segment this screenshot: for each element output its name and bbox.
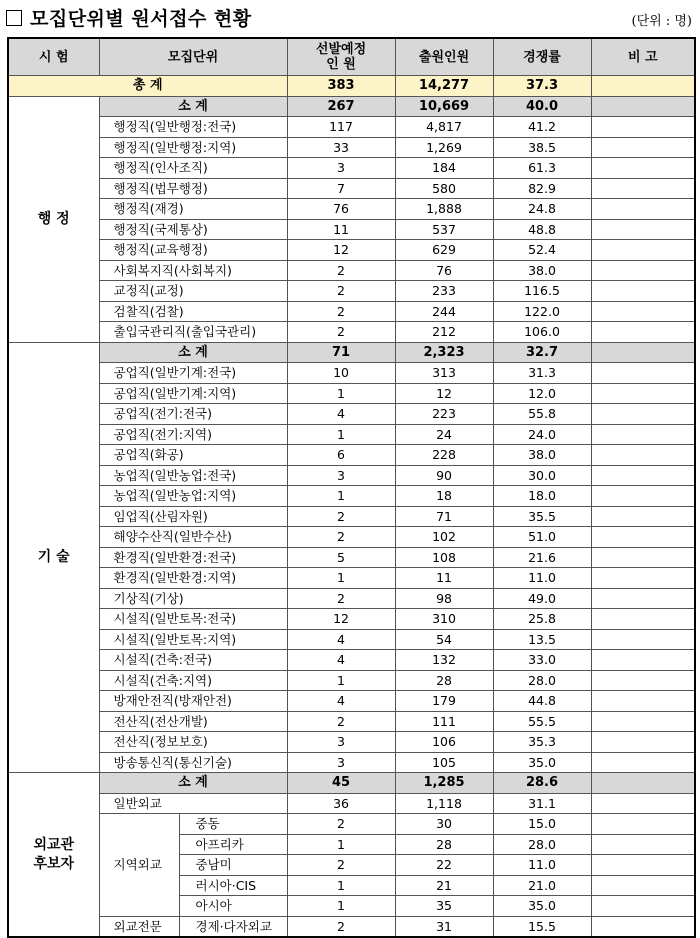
total-row bbox=[8, 76, 695, 97]
ratio-cell: 40.0 bbox=[493, 96, 591, 117]
applicants-cell: 10,669 bbox=[395, 96, 493, 117]
unit-name-cell: 농업직(일반농업:지역) bbox=[99, 486, 287, 507]
ratio-cell: 41.2 bbox=[493, 117, 591, 138]
unit-label: (단위 : 명) bbox=[631, 14, 692, 29]
planned-cell: 45 bbox=[287, 773, 395, 794]
applicants-cell: 105 bbox=[395, 752, 493, 773]
ratio-cell: 35.5 bbox=[493, 506, 591, 527]
unit-name-cell: 해양수산직(일반수산) bbox=[99, 527, 287, 548]
applicants-cell: 4,817 bbox=[395, 117, 493, 138]
applicants-cell: 12 bbox=[395, 383, 493, 404]
applicants-cell: 35 bbox=[395, 896, 493, 917]
unit-name-cell: 일반외교 bbox=[99, 793, 287, 814]
applicants-cell: 310 bbox=[395, 609, 493, 630]
total-applicants: 14,277 bbox=[395, 76, 493, 97]
applicants-cell: 28 bbox=[395, 834, 493, 855]
planned-cell: 12 bbox=[287, 240, 395, 261]
table-row bbox=[8, 793, 695, 814]
subtotal-row bbox=[8, 96, 695, 117]
ratio-cell: 122.0 bbox=[493, 301, 591, 322]
regional-label: 지역외교 bbox=[99, 814, 179, 917]
subtotal-label: 소 계 bbox=[99, 342, 287, 363]
applicants-cell: 90 bbox=[395, 465, 493, 486]
ratio-cell: 12.0 bbox=[493, 383, 591, 404]
ratio-cell: 48.8 bbox=[493, 219, 591, 240]
ratio-cell: 55.8 bbox=[493, 404, 591, 425]
unit-name-cell: 전산직(전산개발) bbox=[99, 711, 287, 732]
applicants-cell: 244 bbox=[395, 301, 493, 322]
planned-cell: 2 bbox=[287, 527, 395, 548]
header-planned bbox=[287, 38, 395, 76]
unit-name-cell: 기상직(기상) bbox=[99, 588, 287, 609]
ratio-cell: 51.0 bbox=[493, 527, 591, 548]
table-row bbox=[8, 117, 695, 138]
table-row bbox=[8, 424, 695, 445]
planned-cell: 2 bbox=[287, 855, 395, 876]
unit-name-cell: 공업직(일반기계:지역) bbox=[99, 383, 287, 404]
table-row bbox=[8, 281, 695, 302]
planned-cell: 4 bbox=[287, 650, 395, 671]
unit-name-cell: 환경직(일반환경:지역) bbox=[99, 568, 287, 589]
planned-cell: 2 bbox=[287, 588, 395, 609]
applicants-cell: 24 bbox=[395, 424, 493, 445]
planned-cell: 2 bbox=[287, 301, 395, 322]
planned-cell: 5 bbox=[287, 547, 395, 568]
note-cell bbox=[591, 629, 695, 650]
ratio-cell: 61.3 bbox=[493, 158, 591, 179]
unit-name-cell: 농업직(일반농업:전국) bbox=[99, 465, 287, 486]
planned-cell: 11 bbox=[287, 219, 395, 240]
region-name-cell: 러시아·CIS bbox=[179, 875, 287, 896]
group-label-text: 외교관 bbox=[33, 836, 75, 853]
page-title bbox=[6, 4, 252, 31]
ratio-cell: 11.0 bbox=[493, 568, 591, 589]
planned-cell: 4 bbox=[287, 629, 395, 650]
total-ratio: 37.3 bbox=[493, 76, 591, 97]
region-name-cell: 경제·다자외교 bbox=[179, 916, 287, 937]
applicants-cell: 102 bbox=[395, 527, 493, 548]
note-cell bbox=[591, 465, 695, 486]
table-row bbox=[8, 260, 695, 281]
unit-name-cell: 방송통신직(통신기술) bbox=[99, 752, 287, 773]
note-cell bbox=[591, 875, 695, 896]
table-row bbox=[8, 629, 695, 650]
note-cell bbox=[591, 96, 695, 117]
group-label-diplomat bbox=[8, 773, 99, 938]
applicants-cell: 111 bbox=[395, 711, 493, 732]
note-cell bbox=[591, 281, 695, 302]
table-row bbox=[8, 465, 695, 486]
note-cell bbox=[591, 855, 695, 876]
applicants-cell: 98 bbox=[395, 588, 493, 609]
ratio-cell: 21.0 bbox=[493, 875, 591, 896]
header-exam: 시 험 bbox=[8, 38, 99, 76]
applicants-cell: 233 bbox=[395, 281, 493, 302]
planned-cell: 1 bbox=[287, 568, 395, 589]
unit-name-cell: 행정직(국제통상) bbox=[99, 219, 287, 240]
table-row bbox=[8, 506, 695, 527]
table-row bbox=[8, 916, 695, 937]
ratio-cell: 15.0 bbox=[493, 814, 591, 835]
header-row bbox=[8, 38, 695, 76]
note-cell bbox=[591, 424, 695, 445]
group-label-tech bbox=[8, 342, 99, 773]
group-label-text: 행 정 bbox=[37, 210, 70, 227]
table-row bbox=[8, 711, 695, 732]
ratio-cell: 49.0 bbox=[493, 588, 591, 609]
unit-name-cell: 공업직(화공) bbox=[99, 445, 287, 466]
table-row bbox=[8, 158, 695, 179]
subtotal-row bbox=[8, 342, 695, 363]
region-name-cell: 아프리카 bbox=[179, 834, 287, 855]
table-row bbox=[8, 363, 695, 384]
unit-name-cell: 공업직(전기:전국) bbox=[99, 404, 287, 425]
applicants-cell: 28 bbox=[395, 670, 493, 691]
unit-name-cell: 시설직(일반토목:지역) bbox=[99, 629, 287, 650]
note-cell bbox=[591, 588, 695, 609]
planned-cell: 1 bbox=[287, 424, 395, 445]
unit-name-cell: 방재안전직(방재안전) bbox=[99, 691, 287, 712]
note-cell bbox=[591, 486, 695, 507]
subtotal-label: 소 계 bbox=[99, 96, 287, 117]
applicants-cell: 184 bbox=[395, 158, 493, 179]
unit-name-cell: 행정직(법무행정) bbox=[99, 178, 287, 199]
subtotal-label: 소 계 bbox=[99, 773, 287, 794]
planned-cell: 36 bbox=[287, 793, 395, 814]
note-cell bbox=[591, 752, 695, 773]
note-cell bbox=[591, 199, 695, 220]
total-label: 총 계 bbox=[8, 76, 287, 97]
table-row bbox=[8, 670, 695, 691]
checkbox-square-icon bbox=[6, 10, 22, 26]
applicants-cell: 537 bbox=[395, 219, 493, 240]
table-row bbox=[8, 383, 695, 404]
note-cell bbox=[591, 506, 695, 527]
note-cell bbox=[591, 342, 695, 363]
unit-name-cell: 행정직(일반행정:지역) bbox=[99, 137, 287, 158]
ratio-cell: 35.0 bbox=[493, 896, 591, 917]
applicants-cell: 313 bbox=[395, 363, 493, 384]
table-row bbox=[8, 445, 695, 466]
applicants-cell: 1,118 bbox=[395, 793, 493, 814]
note-cell bbox=[591, 240, 695, 261]
note-cell bbox=[591, 547, 695, 568]
note-cell bbox=[591, 793, 695, 814]
ratio-cell: 116.5 bbox=[493, 281, 591, 302]
planned-cell: 2 bbox=[287, 506, 395, 527]
table-row bbox=[8, 178, 695, 199]
table-row bbox=[8, 732, 695, 753]
ratio-cell: 28.0 bbox=[493, 834, 591, 855]
applicants-cell: 21 bbox=[395, 875, 493, 896]
unit-name-cell: 사회복지직(사회복지) bbox=[99, 260, 287, 281]
unit-name-cell: 교정직(교정) bbox=[99, 281, 287, 302]
note-cell bbox=[591, 691, 695, 712]
note-cell bbox=[591, 670, 695, 691]
note-cell bbox=[591, 527, 695, 548]
note-cell bbox=[591, 158, 695, 179]
header-applicants: 출원인원 bbox=[395, 38, 493, 76]
table-row bbox=[8, 814, 695, 835]
note-cell bbox=[591, 178, 695, 199]
planned-cell: 3 bbox=[287, 158, 395, 179]
ratio-cell: 38.0 bbox=[493, 260, 591, 281]
table-row bbox=[8, 568, 695, 589]
unit-name-cell: 시설직(일반토목:전국) bbox=[99, 609, 287, 630]
unit-name-cell: 행정직(일반행정:전국) bbox=[99, 117, 287, 138]
planned-cell: 267 bbox=[287, 96, 395, 117]
applicants-cell: 71 bbox=[395, 506, 493, 527]
planned-cell: 2 bbox=[287, 711, 395, 732]
applicants-cell: 108 bbox=[395, 547, 493, 568]
ratio-cell: 31.1 bbox=[493, 793, 591, 814]
ratio-cell: 21.6 bbox=[493, 547, 591, 568]
planned-cell: 1 bbox=[287, 875, 395, 896]
applicants-cell: 228 bbox=[395, 445, 493, 466]
table-row bbox=[8, 219, 695, 240]
applicants-cell: 106 bbox=[395, 732, 493, 753]
planned-cell: 4 bbox=[287, 691, 395, 712]
header-planned-line1: 선발예정 bbox=[315, 42, 367, 57]
applicants-cell: 22 bbox=[395, 855, 493, 876]
applicants-cell: 1,269 bbox=[395, 137, 493, 158]
note-cell bbox=[591, 916, 695, 937]
note-cell bbox=[591, 814, 695, 835]
applicants-cell: 54 bbox=[395, 629, 493, 650]
ratio-cell: 31.3 bbox=[493, 363, 591, 384]
specialist-label: 외교전문 bbox=[99, 916, 179, 937]
planned-cell: 12 bbox=[287, 609, 395, 630]
ratio-cell: 32.7 bbox=[493, 342, 591, 363]
planned-cell: 1 bbox=[287, 834, 395, 855]
applicants-cell: 11 bbox=[395, 568, 493, 589]
note-cell bbox=[591, 322, 695, 343]
note-cell bbox=[591, 117, 695, 138]
unit-name-cell: 행정직(재경) bbox=[99, 199, 287, 220]
ratio-cell: 35.3 bbox=[493, 732, 591, 753]
ratio-cell: 25.8 bbox=[493, 609, 591, 630]
note-cell bbox=[591, 404, 695, 425]
table-row bbox=[8, 527, 695, 548]
ratio-cell: 35.0 bbox=[493, 752, 591, 773]
planned-cell: 76 bbox=[287, 199, 395, 220]
planned-cell: 1 bbox=[287, 486, 395, 507]
note-cell bbox=[591, 137, 695, 158]
planned-cell: 3 bbox=[287, 732, 395, 753]
planned-cell: 2 bbox=[287, 814, 395, 835]
note-cell bbox=[591, 896, 695, 917]
unit-name-cell: 환경직(일반환경:전국) bbox=[99, 547, 287, 568]
unit-name-cell: 공업직(전기:지역) bbox=[99, 424, 287, 445]
applications-table bbox=[7, 37, 696, 938]
planned-cell: 117 bbox=[287, 117, 395, 138]
group-label-text: 후보자 bbox=[33, 855, 75, 872]
ratio-cell: 24.0 bbox=[493, 424, 591, 445]
applicants-cell: 1,285 bbox=[395, 773, 493, 794]
unit-name-cell: 임업직(산림자원) bbox=[99, 506, 287, 527]
ratio-cell: 38.0 bbox=[493, 445, 591, 466]
ratio-cell: 24.8 bbox=[493, 199, 591, 220]
ratio-cell: 28.6 bbox=[493, 773, 591, 794]
table-row bbox=[8, 404, 695, 425]
group-label-text: 기 술 bbox=[37, 548, 70, 565]
total-planned: 383 bbox=[287, 76, 395, 97]
planned-cell: 2 bbox=[287, 322, 395, 343]
table-row bbox=[8, 322, 695, 343]
applicants-cell: 76 bbox=[395, 260, 493, 281]
header-planned-line2: 인 원 bbox=[326, 57, 356, 72]
table-row bbox=[8, 547, 695, 568]
applicants-cell: 629 bbox=[395, 240, 493, 261]
group-label-admin bbox=[8, 96, 99, 342]
region-name-cell: 중동 bbox=[179, 814, 287, 835]
note-cell bbox=[591, 650, 695, 671]
applicants-cell: 1,888 bbox=[395, 199, 493, 220]
unit-name-cell: 검찰직(검찰) bbox=[99, 301, 287, 322]
ratio-cell: 82.9 bbox=[493, 178, 591, 199]
ratio-cell: 33.0 bbox=[493, 650, 591, 671]
applicants-cell: 18 bbox=[395, 486, 493, 507]
subtotal-row bbox=[8, 773, 695, 794]
planned-cell: 10 bbox=[287, 363, 395, 384]
note-cell bbox=[591, 834, 695, 855]
note-cell bbox=[591, 445, 695, 466]
note-cell bbox=[591, 568, 695, 589]
planned-cell: 7 bbox=[287, 178, 395, 199]
header-unit: 모집단위 bbox=[99, 38, 287, 76]
total-note bbox=[591, 76, 695, 97]
planned-cell: 2 bbox=[287, 916, 395, 937]
table-row bbox=[8, 301, 695, 322]
applicants-cell: 212 bbox=[395, 322, 493, 343]
applicants-cell: 30 bbox=[395, 814, 493, 835]
ratio-cell: 30.0 bbox=[493, 465, 591, 486]
region-name-cell: 아시아 bbox=[179, 896, 287, 917]
table-row bbox=[8, 650, 695, 671]
ratio-cell: 106.0 bbox=[493, 322, 591, 343]
planned-cell: 3 bbox=[287, 465, 395, 486]
applicants-cell: 223 bbox=[395, 404, 493, 425]
ratio-cell: 11.0 bbox=[493, 855, 591, 876]
note-cell bbox=[591, 301, 695, 322]
planned-cell: 1 bbox=[287, 670, 395, 691]
unit-name-cell: 출입국관리직(출입국관리) bbox=[99, 322, 287, 343]
planned-cell: 6 bbox=[287, 445, 395, 466]
note-cell bbox=[591, 711, 695, 732]
ratio-cell: 28.0 bbox=[493, 670, 591, 691]
header-ratio: 경쟁률 bbox=[493, 38, 591, 76]
planned-cell: 71 bbox=[287, 342, 395, 363]
note-cell bbox=[591, 609, 695, 630]
table-row bbox=[8, 486, 695, 507]
planned-cell: 1 bbox=[287, 896, 395, 917]
planned-cell: 4 bbox=[287, 404, 395, 425]
table-row bbox=[8, 240, 695, 261]
ratio-cell: 38.5 bbox=[493, 137, 591, 158]
table-row bbox=[8, 588, 695, 609]
note-cell bbox=[591, 773, 695, 794]
applicants-cell: 2,323 bbox=[395, 342, 493, 363]
unit-name-cell: 시설직(건축:전국) bbox=[99, 650, 287, 671]
table-row bbox=[8, 609, 695, 630]
table-row bbox=[8, 199, 695, 220]
ratio-cell: 18.0 bbox=[493, 486, 591, 507]
region-name-cell: 중남미 bbox=[179, 855, 287, 876]
unit-name-cell: 행정직(인사조직) bbox=[99, 158, 287, 179]
unit-name-cell: 전산직(정보보호) bbox=[99, 732, 287, 753]
ratio-cell: 15.5 bbox=[493, 916, 591, 937]
ratio-cell: 13.5 bbox=[493, 629, 591, 650]
note-cell bbox=[591, 219, 695, 240]
applicants-cell: 132 bbox=[395, 650, 493, 671]
note-cell bbox=[591, 732, 695, 753]
table-row bbox=[8, 691, 695, 712]
planned-cell: 33 bbox=[287, 137, 395, 158]
unit-name-cell: 시설직(건축:지역) bbox=[99, 670, 287, 691]
planned-cell: 2 bbox=[287, 260, 395, 281]
note-cell bbox=[591, 363, 695, 384]
ratio-cell: 52.4 bbox=[493, 240, 591, 261]
applicants-cell: 31 bbox=[395, 916, 493, 937]
planned-cell: 3 bbox=[287, 752, 395, 773]
ratio-cell: 55.5 bbox=[493, 711, 591, 732]
applicants-cell: 580 bbox=[395, 178, 493, 199]
header-note: 비 고 bbox=[591, 38, 695, 76]
note-cell bbox=[591, 260, 695, 281]
planned-cell: 1 bbox=[287, 383, 395, 404]
unit-name-cell: 행정직(교육행정) bbox=[99, 240, 287, 261]
planned-cell: 2 bbox=[287, 281, 395, 302]
table-row bbox=[8, 137, 695, 158]
unit-name-cell: 공업직(일반기계:전국) bbox=[99, 363, 287, 384]
table-row bbox=[8, 752, 695, 773]
page-title-text: 모집단위별 원서접수 현황 bbox=[30, 8, 252, 30]
applicants-cell: 179 bbox=[395, 691, 493, 712]
note-cell bbox=[591, 383, 695, 404]
ratio-cell: 44.8 bbox=[493, 691, 591, 712]
